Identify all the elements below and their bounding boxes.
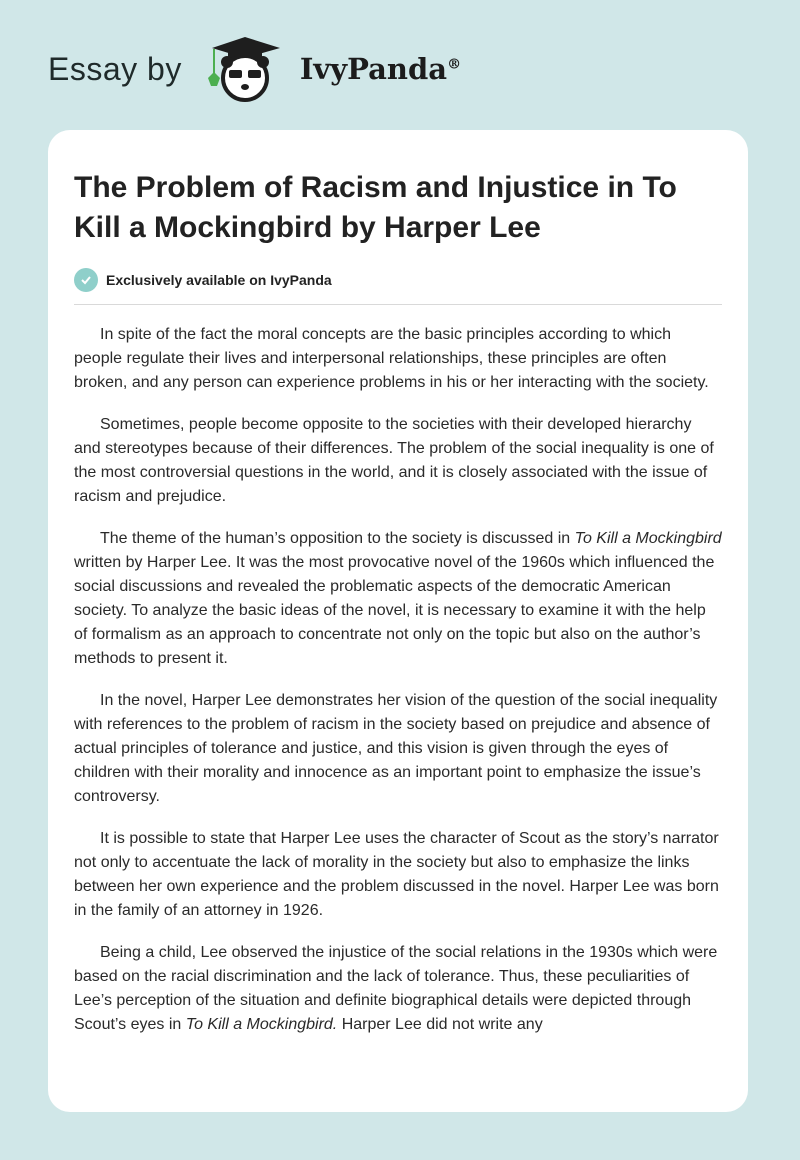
paragraph [74, 827, 722, 923]
paragraph-text: The theme of the human’s opposition to the society is discussed in [100, 530, 575, 547]
book-title: To Kill a Mockingbird. [185, 1016, 338, 1033]
divider [74, 304, 722, 305]
paragraph-text: Harper Lee did not write any [337, 1016, 543, 1033]
paragraph-text: Sometimes, people become opposite to the societies with their developed hierarchy and stereotypes because of their differences. The problem of the social inequality is one of the most controversial questions in the world, and it is closely associated with the issue of racism and prejudice. [74, 416, 714, 505]
exclusive-badge [74, 268, 722, 292]
site-header [48, 34, 461, 104]
paragraph [74, 689, 722, 809]
paragraph-text: In the novel, Harper Lee demonstrates her vision of the question of the social inequality with references to the problem of racism in the society based on prejudice and absence of actual principles of tolerance and justice, and this vision is given through the eyes of children with their morality and innocence as an important point to emphasize the issue’s controversy. [74, 692, 718, 805]
registered-mark: ® [447, 56, 462, 73]
paragraph [74, 527, 722, 671]
paragraph-text: It is possible to state that Harper Lee uses the character of Scout as the story’s narrator not only to accentuate the lack of morality in the society but also to emphasize the links between her own experience and the problem discussed in the novel. Harper Lee was born in the family of an attorney in 1926. [74, 830, 719, 919]
paragraph-text: In spite of the fact the moral concepts are the basic principles according to which people regulate their lives and interpersonal relationships, these principles are often broken, and any person can experience problems in his or her interacting with the society. [74, 326, 709, 391]
essay-card [48, 130, 748, 1112]
brand-text: IvyPanda [299, 52, 448, 86]
paragraph [74, 323, 722, 395]
page-title: The Problem of Racism and Injustice in To Kill a Mockingbird by Harper Lee [74, 171, 677, 244]
check-icon [74, 268, 98, 292]
paragraph [74, 413, 722, 509]
paragraph [74, 941, 722, 1037]
brand-name[interactable] [300, 52, 461, 86]
book-title: To Kill a Mockingbird [574, 530, 722, 547]
paragraph-text: Being a child, Lee observed the injustice of the social relations in the 1930s which were based on the racial discrimination and the lack of tolerance. Thus, these peculiarities of Lee’s perception of the situation and definite biographical details were depicted through Scout’s eyes in [74, 944, 718, 1033]
essay-by-label: Essay by [48, 50, 182, 87]
paragraph-text: written by Harper Lee. It was the most provocative novel of the 1960s which influenced the social discussions and revealed the problematic aspects of the democratic American society. To analyze the basic ideas of the novel, it is necessary to examine it with the help of formalism as an approach to concentrate not only on the topic but also on the author’s methods to present it. [74, 554, 715, 667]
panda-logo-icon[interactable] [200, 34, 290, 104]
badge-text: Exclusively available on IvyPanda [106, 272, 332, 288]
essay-body [74, 323, 722, 1037]
